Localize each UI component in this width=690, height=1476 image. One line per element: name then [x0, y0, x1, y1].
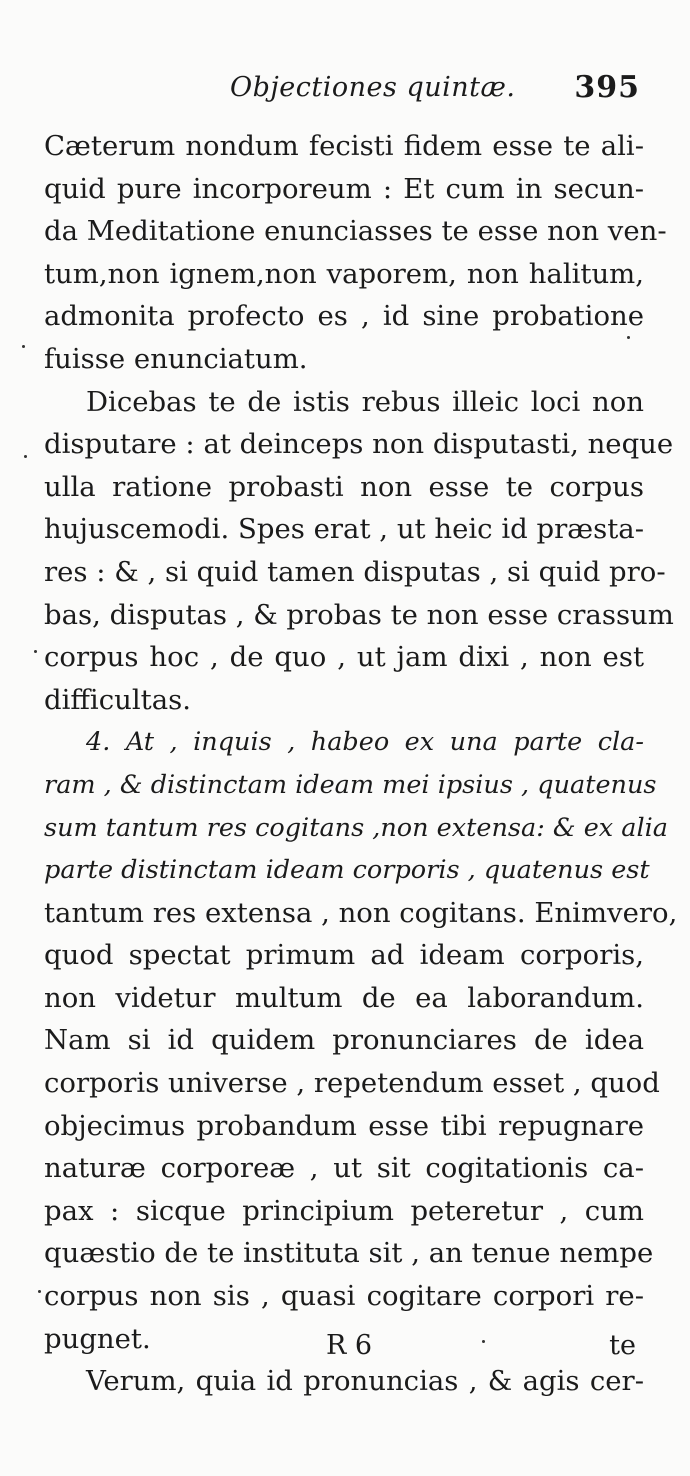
catchword: te — [609, 1330, 636, 1361]
text-line: naturæ corporeæ , ut sit cogitationis ca- — [44, 1152, 644, 1185]
text-line: Dicebas te de istis rebus illeic loci non — [86, 385, 644, 418]
text-line: fuisse enunciatum. — [44, 342, 308, 375]
text-line: pugnet. — [44, 1322, 151, 1355]
text-line: objecimus probandum esse tibi repugnare — [44, 1109, 644, 1142]
text-line: quod spectat primum ad ideam corporis, — [44, 939, 644, 972]
page-number: 395 — [574, 70, 640, 105]
text-line: ram , & distinctam ideam mei ipsius , quatenus — [44, 769, 657, 800]
text-line: corporis universe , repetendum esset , quod — [44, 1067, 660, 1100]
signature-mark: R 6 — [326, 1330, 373, 1361]
ink-speck — [627, 336, 630, 339]
text-line: disputare : at deinceps non disputasti, neque — [44, 428, 674, 461]
text-line: tum,non ignem,non vaporem, non halitum, — [44, 257, 644, 290]
ink-speck — [24, 455, 27, 458]
page-header — [44, 72, 644, 112]
text-line: corpus non sis , quasi cogitare corpori re- — [44, 1280, 644, 1313]
text-line: Cæterum nondum fecisti fidem esse te ali- — [44, 130, 644, 162]
text-line: non videtur multum de ea laborandum. — [44, 981, 644, 1014]
text-line: admonita profecto es , id sine probatione — [44, 300, 644, 333]
text-line: corpus hoc , de quo , ut jam dixi , non est — [44, 641, 644, 674]
text-line: hujuscemodi. Spes erat , ut heic id præsta- — [44, 513, 644, 546]
ink-speck — [34, 650, 37, 653]
text-line: 4. At , inquis , habeo ex una parte cla- — [86, 727, 644, 758]
text-line: Nam si id quidem pronunciares de idea — [44, 1024, 644, 1057]
text-line: Verum, quia id pronuncias , & agis cer- — [86, 1365, 644, 1398]
text-line: parte distinctam ideam corporis , quatenus est — [44, 855, 650, 886]
text-line: difficultas. — [44, 683, 191, 716]
text-line: res : & , si quid tamen disputas , si quid pro- — [44, 555, 666, 588]
text-line: sum tantum res cogitans ,non extensa: & ex alia — [44, 812, 669, 843]
text-line: quæstio de te instituta sit , an tenue nempe — [44, 1237, 654, 1270]
text-line: bas, disputas , & probas te non esse crassum — [44, 598, 674, 631]
text-line: quid pure incorporeum : Et cum in secun- — [44, 172, 644, 205]
text-line: pax : sicque principium peteretur , cum — [44, 1194, 644, 1227]
ink-speck — [22, 345, 25, 348]
body-text — [44, 125, 678, 1403]
text-line: ulla ratione probasti non esse te corpus — [44, 470, 644, 503]
ink-speck — [482, 1340, 485, 1343]
text-line: da Meditatione enunciasses te esse non ven- — [44, 215, 667, 248]
ink-speck — [38, 1290, 41, 1293]
page-footer — [44, 1330, 644, 1370]
running-title: Objectiones quintæ. — [230, 72, 516, 103]
text-line: tantum res extensa , non cogitans. Enimvero, — [44, 896, 678, 929]
